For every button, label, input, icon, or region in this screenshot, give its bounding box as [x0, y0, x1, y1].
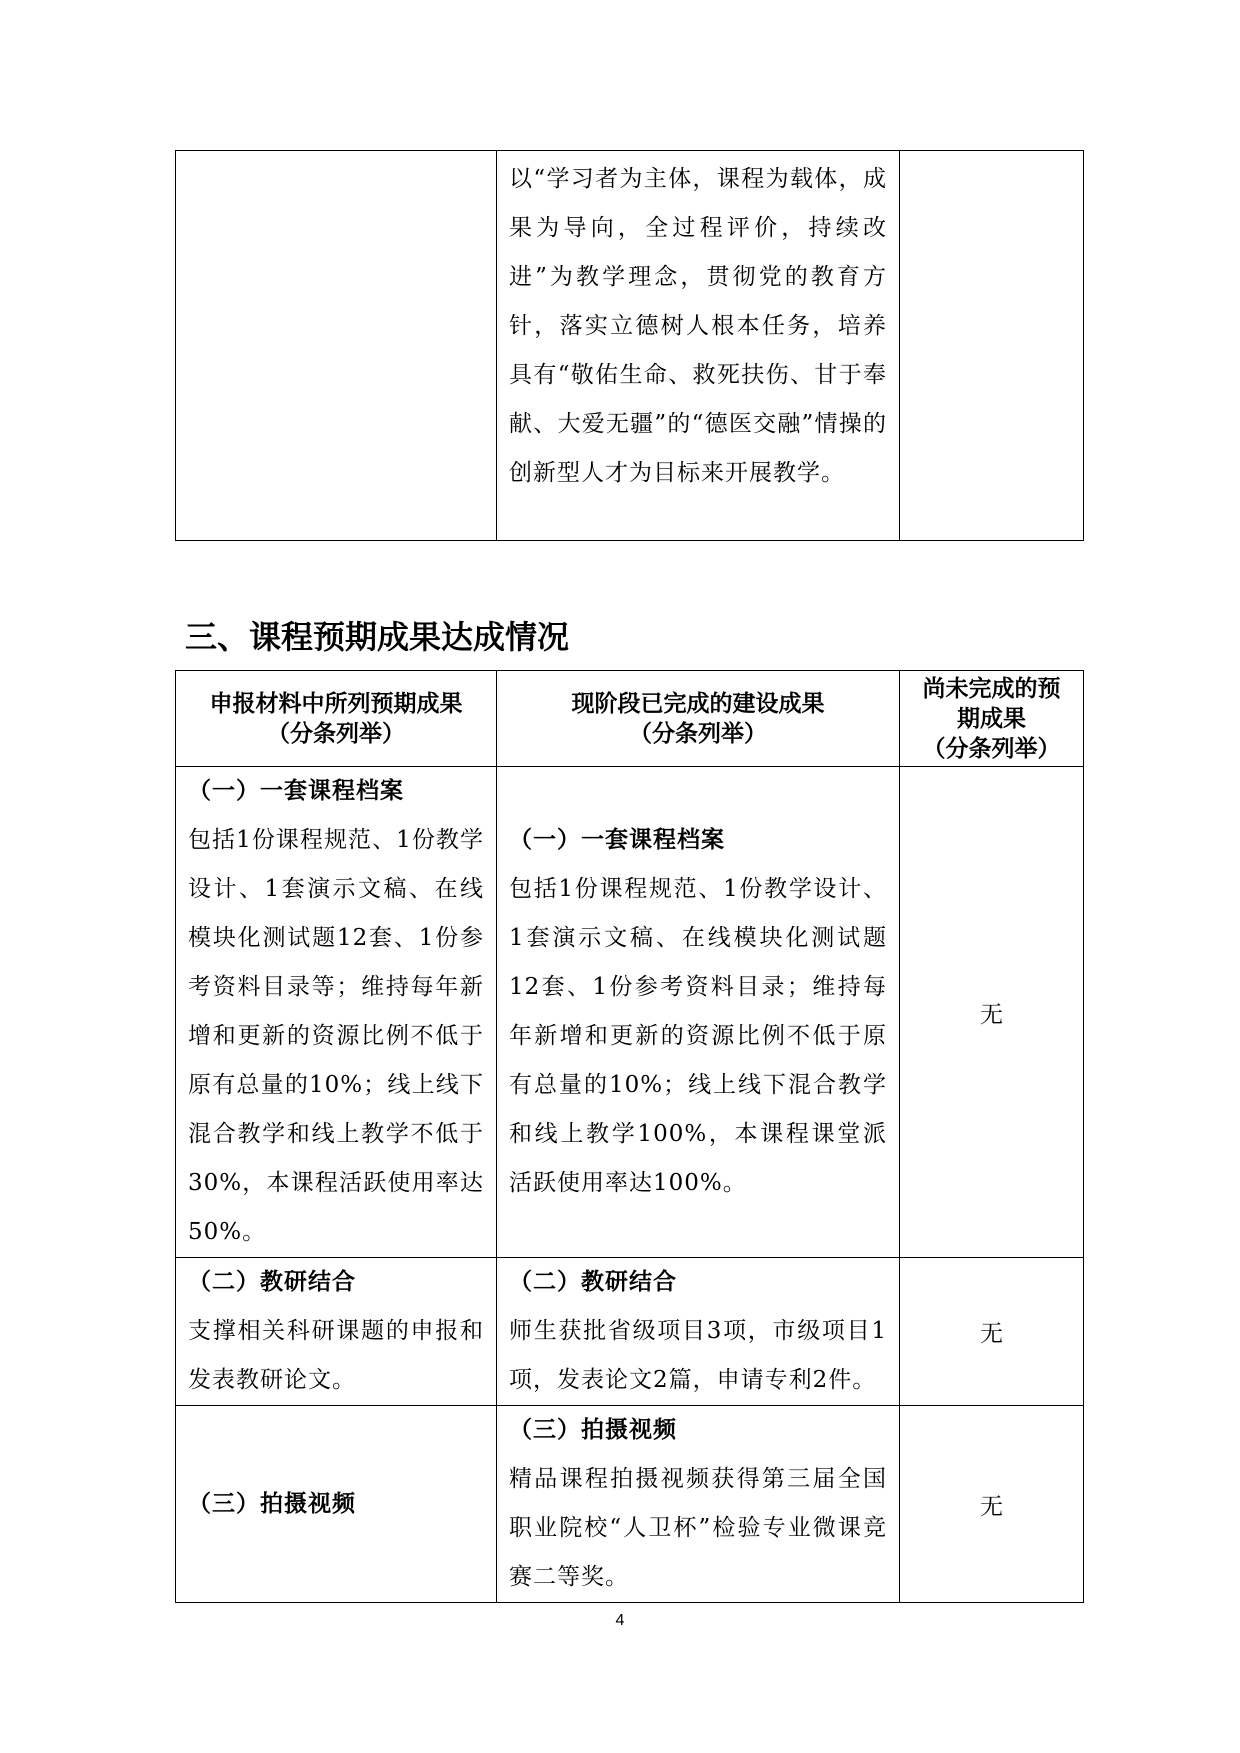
completed-title: （三）拍摄视频 — [509, 1417, 677, 1443]
pending-cell — [900, 767, 1084, 1258]
expected-cell — [176, 1406, 497, 1603]
header-expected — [176, 671, 497, 767]
completed-cell — [497, 1258, 900, 1406]
teaching-philosophy-text: 以“学习者为主体，课程为载体，成果为导向，全过程评价，持续改进”为教学理念，贯彻党的教育方针，落实立德树人根本任务，培养具有“敬佑生命、救死扶伤、甘于奉献、大爱无疆”的“德医交融”情操的创新型人才为目标来开展教学。 — [509, 166, 887, 486]
table-row — [176, 767, 1084, 1258]
continuation-text-cell — [497, 151, 900, 541]
expected-text: 支撑相关科研课题的申报和发表教研论文。 — [188, 1318, 484, 1393]
continuation-empty-cell-right — [900, 151, 1084, 541]
continuation-empty-cell — [176, 151, 497, 541]
header-completed — [497, 671, 900, 767]
completed-cell — [497, 1406, 900, 1603]
expected-title: （二）教研结合 — [188, 1269, 356, 1295]
section-title: 三、课程预期成果达成情况 — [185, 618, 570, 656]
expected-cell — [176, 767, 497, 1258]
completed-text: 包括1份课程规范、1份教学设计、1套演示文稿、在线模块化测试题12套、1份参考资料目录；维持每年新增和更新的资源比例不低于原有总量的10%；线上线下混合教学和线上教学100%，本课程课堂派活跃使用率达100%。 — [509, 876, 887, 1196]
completed-title: （一）一套课程档案 — [509, 827, 725, 853]
pending-cell — [900, 1258, 1084, 1406]
completed-text: 精品课程拍摄视频获得第三届全国职业院校“人卫杯”检验专业微课竞赛二等奖。 — [509, 1466, 887, 1590]
expected-cell — [176, 1258, 497, 1406]
expected-title: （三）拍摄视频 — [188, 1490, 356, 1517]
expected-text: 包括1份课程规范、1份教学设计、1套演示文稿、在线模块化测试题12套、1份参考资料目录等；维持每年新增和更新的资源比例不低于原有总量的10%；线上线下混合教学和线上教学不低于30%，本课程活跃使用率达50%。 — [188, 827, 484, 1245]
header-expected-line1: 申报材料中所列预期成果 — [209, 690, 463, 717]
pending-value: 无 — [980, 1493, 1003, 1520]
table-row — [176, 1258, 1084, 1406]
pending-value: 无 — [980, 1001, 1003, 1028]
completed-text: 师生获批省级项目3项，市级项目1项，发表论文2篇，申请专利2件。 — [509, 1318, 887, 1393]
pending-value: 无 — [980, 1321, 1003, 1347]
continuation-table — [175, 150, 1084, 541]
header-pending-line1: 尚未完成的预期成果 — [922, 675, 1061, 732]
completed-cell — [497, 767, 900, 1258]
table-header-row — [176, 671, 1084, 767]
header-completed-line1: 现阶段已完成的建设成果 — [571, 690, 825, 717]
header-pending-line2: （分条列举） — [922, 735, 1061, 762]
header-pending — [900, 671, 1084, 767]
pending-cell — [900, 1406, 1084, 1603]
table-row — [176, 1406, 1084, 1603]
completed-title: （二）教研结合 — [509, 1269, 677, 1295]
header-completed-line2: （分条列举） — [629, 720, 767, 747]
outcomes-table — [175, 670, 1084, 1603]
header-expected-line2: （分条列举） — [267, 720, 405, 747]
page-number: 4 — [615, 1612, 625, 1629]
expected-title: （一）一套课程档案 — [188, 778, 404, 804]
